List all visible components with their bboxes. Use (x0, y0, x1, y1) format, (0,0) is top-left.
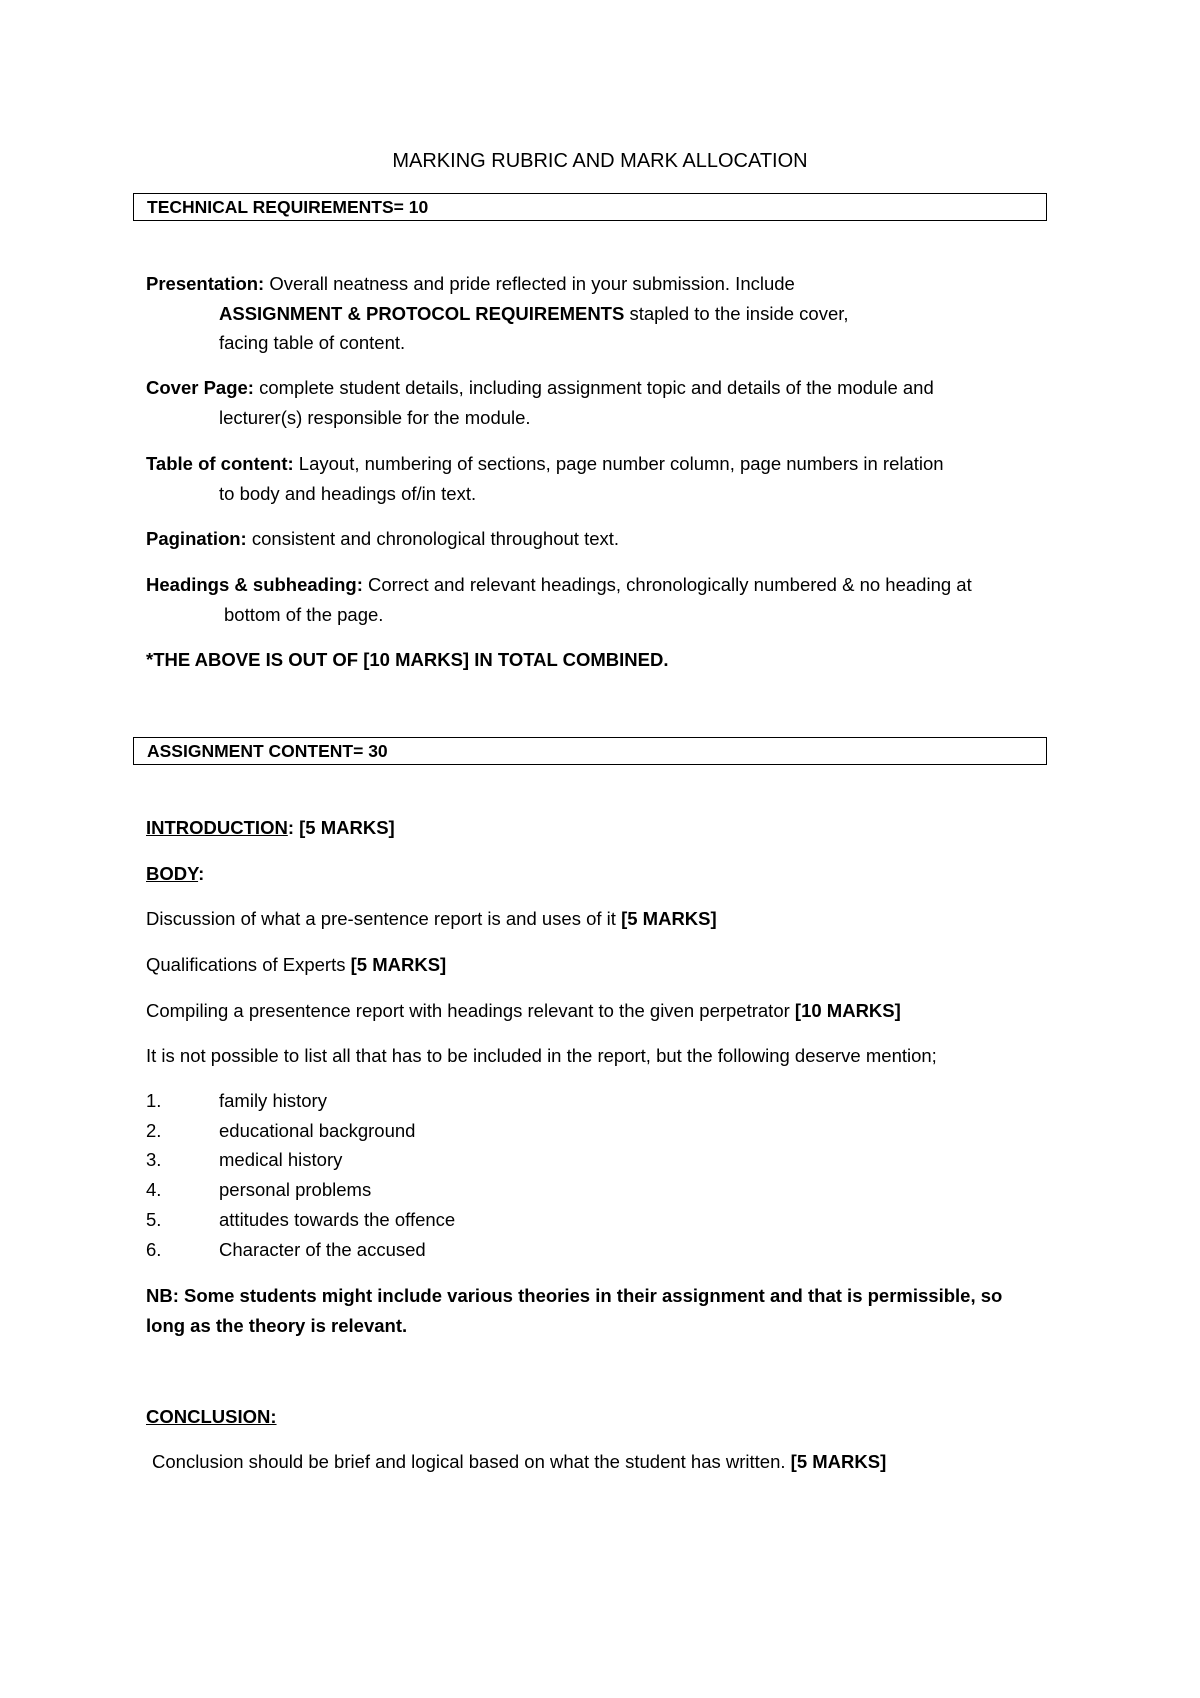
table-of-content-text-1: Layout, numbering of sections, page number column, page numbers in relation (293, 453, 944, 474)
pagination-text: consistent and chronological throughout text. (246, 528, 620, 549)
list-item (146, 1178, 371, 1202)
conclusion-label: CONCLUSION: (146, 1406, 277, 1427)
list-number: 1. (146, 1090, 162, 1111)
table-of-content-line-1 (146, 452, 944, 476)
list-text: personal problems (219, 1179, 372, 1200)
conclusion-marks: [5 MARKS] (790, 1451, 887, 1472)
list-text: attitudes towards the offence (219, 1209, 456, 1230)
cover-page-label: Cover Page: (146, 377, 254, 398)
presentation-text-1: Overall neatness and pride reflected in your submission. Include (264, 273, 795, 294)
headings-line-1 (146, 573, 972, 597)
body-colon: : (198, 863, 205, 884)
pagination-label: Pagination: (146, 528, 247, 549)
assignment-content-header: ASSIGNMENT CONTENT= 30 (147, 741, 388, 761)
cover-page-line-1 (146, 376, 934, 400)
list-number: 2. (146, 1120, 162, 1141)
page-title: MARKING RUBRIC AND MARK ALLOCATION (392, 150, 808, 172)
body-heading (146, 862, 204, 886)
introduction-line (146, 816, 395, 840)
body-item-list-intro: It is not possible to list all that has to be included in the report, but the following deserve mention; (146, 1045, 937, 1066)
body-item-marks: [5 MARKS] (621, 908, 717, 929)
list-text: medical history (219, 1149, 343, 1170)
body-item-qualifications (146, 953, 446, 977)
conclusion-line (152, 1450, 886, 1474)
headings-line-2: bottom of the page. (224, 604, 384, 625)
body-item-pre-sentence (146, 907, 717, 931)
introduction-marks: : [5 MARKS] (287, 817, 395, 838)
presentation-label: Presentation: (146, 273, 265, 294)
list-number: 4. (146, 1179, 162, 1200)
list-text: educational background (219, 1120, 416, 1141)
presentation-bold-requirement: ASSIGNMENT & PROTOCOL REQUIREMENTS (219, 303, 625, 324)
headings-label: Headings & subheading: (146, 574, 363, 595)
list-text: Character of the accused (219, 1239, 426, 1260)
body-item-text: Discussion of what a pre-sentence report is and uses of it (146, 908, 622, 929)
presentation-line-3: facing table of content. (219, 332, 406, 353)
cover-page-line-2: lecturer(s) responsible for the module. (219, 407, 531, 428)
pagination-line (146, 527, 619, 551)
technical-requirements-header: TECHNICAL REQUIREMENTS= 10 (147, 197, 429, 217)
list-item (146, 1089, 327, 1113)
list-item (146, 1238, 426, 1262)
body-item-marks: [10 MARKS] (794, 1000, 901, 1021)
headings-text-1: Correct and relevant headings, chronologically numbered & no heading at (362, 574, 972, 595)
list-number: 3. (146, 1149, 162, 1170)
list-number: 6. (146, 1239, 162, 1260)
conclusion-heading (146, 1405, 277, 1429)
introduction-label: INTRODUCTION (146, 817, 288, 838)
table-of-content-label: Table of content: (146, 453, 294, 474)
presentation-line-1 (146, 272, 795, 296)
table-of-content-line-2: to body and headings of/in text. (219, 483, 477, 504)
nb-note-line-2: long as the theory is relevant. (146, 1315, 408, 1336)
list-item (146, 1148, 342, 1172)
body-item-text: Qualifications of Experts (146, 954, 351, 975)
body-item-compiling (146, 999, 901, 1023)
technical-requirements-header-box (133, 193, 1047, 221)
body-item-text: Compiling a presentence report with headings relevant to the given perpetrator (146, 1000, 795, 1021)
cover-page-text-1: complete student details, including assignment topic and details of the module and (253, 377, 934, 398)
body-item-marks: [5 MARKS] (350, 954, 447, 975)
body-label: BODY (146, 863, 199, 884)
list-text: family history (219, 1090, 327, 1111)
assignment-content-header-box (133, 737, 1047, 765)
list-number: 5. (146, 1209, 162, 1230)
presentation-text-2: stapled to the inside cover, (624, 303, 849, 324)
nb-note-line-1: NB: Some students might include various theories in their assignment and that is permissible, so (146, 1285, 1003, 1306)
conclusion-text: Conclusion should be brief and logical based on what the student has written. (152, 1451, 791, 1472)
technical-total-note: *THE ABOVE IS OUT OF [10 MARKS] IN TOTAL COMBINED. (146, 649, 669, 670)
list-item (146, 1119, 415, 1143)
list-item (146, 1208, 455, 1232)
presentation-line-2 (219, 302, 849, 326)
